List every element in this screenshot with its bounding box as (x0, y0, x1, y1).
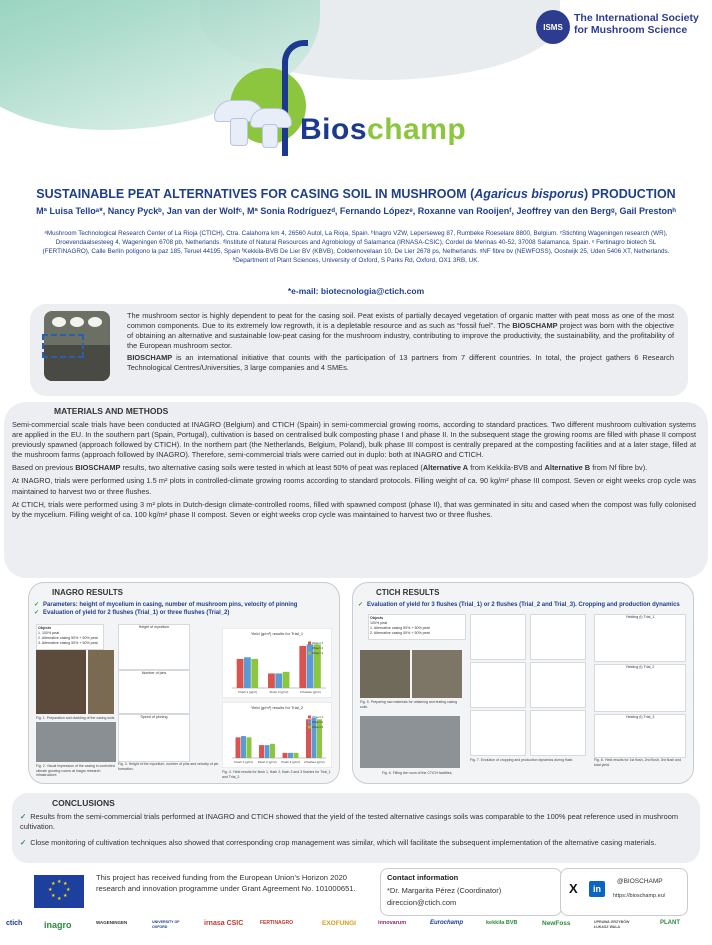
chart-ctich-yield-trial-1: Yielding (t) Trial_1 (594, 614, 686, 662)
ctich-photo-materials (360, 650, 410, 698)
conclusion-item: ✓ Close monitoring of cultivation techniques also showed that corresponding crop management was similar, which will facilitate the subsequent implementation of the alternative casing materials. (20, 838, 657, 847)
contact-box (380, 868, 562, 916)
contact-email[interactable]: direccion@ctich.com (387, 898, 457, 907)
inagro-photo-growing-room (36, 722, 116, 762)
ctich-legend: Objects 100% peat 1. Alternative casing 50% + 50% peat 2. Alternative casing 50% + 50% peat (368, 614, 466, 640)
bar (246, 737, 251, 758)
inagro-heading: INAGRO RESULTS (52, 588, 123, 597)
chart-yield-trial-1 (222, 628, 332, 698)
partner-logo: ctich (6, 920, 23, 927)
partner-logo: EXOFUNGI (322, 920, 356, 927)
bar (293, 753, 298, 758)
social-handle[interactable]: @BIOSCHAMP (617, 878, 663, 885)
ctich-photo-room (360, 716, 460, 768)
partner-logo: kekkila BVB (486, 920, 518, 926)
legend-label: Object 1 (312, 715, 324, 719)
partner-logo: UNIVERSITY OF OXFORD (152, 920, 180, 929)
partner-logo: Eurochamp (430, 920, 464, 926)
legend-swatch (308, 721, 311, 724)
check-icon: ✓ (34, 610, 40, 616)
bar (312, 718, 317, 758)
svg-text:★: ★ (48, 887, 53, 893)
bar (236, 737, 241, 758)
ctich-bullets: ✓ Evaluation of yield for 3 flushes (Trial_1) or 2 flushes (Trial_2 and Trial_3). Cropping and production dynamics (358, 602, 680, 608)
intro-highlight-frame (42, 334, 84, 358)
chart-ctich-dynamics-4 (530, 662, 586, 708)
tick-label: 2 flushes (g/m²) (299, 690, 321, 694)
svg-text:★: ★ (66, 887, 71, 893)
legend-swatch (308, 726, 311, 729)
x-icon[interactable]: X (569, 881, 578, 896)
svg-text:★: ★ (51, 893, 56, 899)
svg-text:★: ★ (63, 881, 68, 887)
inagro-caption-2: Fig. 2. Visual impression of the casing in controlled climate growing rooms at Inagro research infrastructure. (36, 764, 115, 777)
bar (275, 673, 282, 688)
bar (306, 719, 311, 758)
legend-label: Object 1 (312, 641, 324, 645)
ctich-photo-materials-2 (412, 650, 462, 698)
legend-label: Object 3 (312, 725, 324, 729)
chart-speed-pinning: Speed of pinning (118, 714, 190, 762)
eu-flag-icon (34, 875, 84, 908)
chart-ctich-dynamics-3 (470, 662, 526, 708)
mushroom-stem-icon (230, 118, 248, 146)
affiliations: ᵃMushroom Technological Research Center of La Rioja (CTICH), Ctra. Calahorra km 4, 26560 Autol, La Rioja, Spain. ᵇInagro VZW, Leperseweg 87, Rumbeke Roeselare 8800, Belgium. ᶜStichting Wageningen research (WR), Droevendaalsesteeg 4, Wageningen 6708 pb, Netherlands. ᵈInstitute of Natural Resources and Agrobiology of Salamanca (IRNASA-CSIC), Cordel de Merinas 40-52, 37008 Salamanca, Spain. ᵉ Fertinagro biotech SL (FERTINAGRO), Calle Berlín polígono la paz 185, Teruel 44195, Spain ᶠKekkila-BVB De Lier BV (KBVB), Coldenhovelaan 10, De Lier 2678 ps, Netherlands. ᵍNF fibre bv (NEWFOSS), Oostwijk 25, Uden 5406 XT, Netherlands. ʰDepartment of Plant Sciences, University of Oxford, S Parks Rd, Oxford, OX1 3RB, UK. (42, 230, 670, 264)
inagro-photo-casing (36, 650, 86, 714)
bar (299, 646, 306, 688)
inagro-photo-casing-2 (88, 650, 114, 714)
society-name: The International Society for Mushroom Science (574, 12, 699, 36)
bioschamp-wordmark: Bioschamp (300, 113, 467, 146)
partner-logo: NewFoss (542, 920, 571, 927)
chart-ctich-yield-trial-3: Yielding (t) Trial_3 (594, 714, 686, 758)
legend-swatch (308, 716, 311, 719)
linkedin-icon[interactable]: in (589, 881, 605, 897)
legend-label: Object 2 (312, 646, 324, 650)
ctich-caption-4: Fig. 8. Yield results for 1st flush, 2nd flush, 3rd flush and total yield. (594, 758, 681, 767)
chart-ctich-dynamics-1 (470, 614, 526, 660)
bar (265, 745, 270, 758)
legend-swatch (308, 647, 311, 650)
chart-title: Yield (g/m²) results for Trial_1 (250, 631, 304, 636)
legend-label: Object 3 (312, 651, 324, 655)
bar (288, 753, 293, 758)
ctich-caption-3: Fig. 7. Evolution of cropping and production dynamics during flush. (470, 758, 574, 762)
inagro-caption-3: Fig. 3. Height of the mycelium, number of pins and velocity of pin formation. (118, 762, 219, 771)
check-icon: ✓ (20, 812, 27, 821)
partner-logo: FERTINAGRO (260, 920, 294, 926)
methods-text: Semi-commercial scale trials have been conducted at INAGRO (Belgium) and CTICH (Spain) in semi-commercial growing rooms, according to standard practices. Two different mushroom cultivation systems are applied in the EU. In the southern part (Spain, Portugal), cultivation is based on centralised bulk composting phase I and phase II. In the subsequent stage the growing rooms are filled with phase II compost previously spawned (approach followed by CTICH). In the northern part (the Netherlands, Belgium, Poland), bulk phase III compost is centrally prepared at the composting facilities and at a later stage, filled at the mushroom farms (approach followed by INAGRO). Therefore, semi-commercial trials were carried out in duplo: both at INAGRO and CTICH. Based on previous BIOSCHAMP results, two alternative casing soils were tested in which at least 50% of peat was replaced (Alternative A from Kekkila-BVB and Alternative B from Nf fibre bv). At INAGRO, trials were performed using 1.5 m² plots in controlled-climate growing rooms according to standard protocols. Filling weight of ca. 90 kg/m² phase III compost. Seven or eight weeks crop cycle was maintained to harvest two or three flushes. At CTICH, trials were performed using 3 m² plots in Dutch-design climate-controlled rooms, filled with spawned compost (phase II), that was germinated in situ and cased when the compost was fully colonised by the mycelium. Filling weight of ca. 100 kg/m² phase II compost. Seven or eight weeks crop cycle was maintained to harvest two or three flushes. (12, 420, 696, 519)
bar (283, 753, 288, 758)
chart-height-mycelium: Height of mycelium (118, 624, 190, 670)
legend-swatch (308, 652, 311, 655)
partner-logo: WAGENINGEN (96, 920, 128, 925)
chart-yield-trial-2 (222, 702, 332, 768)
check-icon: ✓ (358, 602, 364, 608)
inagro-caption-4: Fig. 4. Yield results for flush 1, flush 2, flush 3 and 3 flushes for Trial_1 and Trial_2. (222, 770, 331, 779)
conclusion-item: ✓ Results from the semi-commercial trials performed at INAGRO and CTICH showed that the yield of the tested alternative casings soils was comparable to the 100% peat reference used in mushroom cultivation. (20, 812, 678, 831)
tick-label: Flush 1 (g/m²) (238, 690, 258, 694)
partner-logo: inagro (44, 920, 72, 930)
svg-text:★: ★ (57, 896, 62, 902)
ctich-heading: CTICH RESULTS (376, 588, 440, 597)
check-icon: ✓ (20, 838, 27, 847)
bar (241, 736, 246, 758)
chart-number-pins: Number of pins (118, 670, 190, 714)
bar (237, 659, 244, 688)
contact-email-line: *e-mail: biotecnologia@ctich.com (287, 286, 425, 296)
tick-label: Flush 3 (g/m²) (281, 760, 301, 764)
authors: Mª Luisa Telloᵃ*, Nancy Pyckᵇ, Jan van der Wolfᶜ, Mª Sonia Rodríguezᵈ, Fernando Lópezᵉ, Roxanne van Rooijenᶠ, Jeoffrey van den Bergᵍ, Gail Prestonʰ (36, 206, 676, 216)
partner-logo: irnasa CSIC (204, 920, 244, 927)
methods-heading: MATERIALS AND METHODS (54, 406, 169, 416)
tick-label: Flush 1 (g/m²) (234, 760, 254, 764)
bar (270, 744, 275, 758)
legend-label: Object 2 (312, 720, 324, 724)
social-box (560, 868, 688, 916)
bar (244, 657, 251, 688)
ctich-caption-2: Fig. 6. Filling the room of the CTICH facilities. (382, 771, 453, 775)
chart-ctich-dynamics-6 (530, 710, 586, 756)
partner-logo: innovarum (378, 920, 407, 926)
contact-name: *Dr. Margarita Pérez (Coordinator) (387, 886, 502, 895)
check-icon: ✓ (34, 602, 40, 608)
conclusions-heading: CONCLUSIONS (52, 798, 115, 808)
chart-ctich-dynamics-5 (470, 710, 526, 756)
partner-logo: PLANT (660, 920, 680, 926)
poster-title: SUSTAINABLE PEAT ALTERNATIVES FOR CASING SOIL IN MUSHROOM (Agaricus bisporus) PRODUCTION (36, 187, 676, 201)
mushroom-stem-icon (262, 124, 278, 148)
isms-logo: ISMS (536, 10, 570, 44)
intro-text: The mushroom sector is highly dependent to peat for the casing soil. Peat exists of partially decayed vegetation of organic matter with peat moss as one of the most common components. Due to its extremely low regrowth, it is a depletable resource and as such as “fossil fuel”. The BIOSCHAMP project was born with the objective of obtaining an alternative and sustainable low-peat casing for the mushroom industry, contributing to improve the productivity, the sustainability, and the profitability of the European mushroom sector. BIOSCHAMP is an international initiative that counts with the participation of 13 partners from 7 different countries. In total, the project gathers 6 Research Technological Centres/Universities, 3 large companies and 4 SMEs. (127, 311, 674, 373)
svg-text:★: ★ (63, 893, 68, 899)
inagro-caption-1: Fig. 1. Preparation and cladding of the casing soils (36, 716, 115, 720)
bar (259, 745, 264, 758)
bar (251, 659, 258, 688)
chart-ctich-dynamics-2 (530, 614, 586, 660)
website-link[interactable]: https://bioschamp.eu/ (613, 893, 666, 899)
inagro-legend: Objects 1. 100% peat 2. Alternative casing 50% + 50% peat 3. Alternative casing 50% + 50% peat (36, 624, 104, 650)
inagro-bullets: ✓ Parameters: height of mycelium in casing, number of mushroom pins, velocity of pinning ✓ Evaluation of yield for 2 flushes (Trial_1) or three flushes (Trial_2) (34, 602, 298, 616)
funding-statement: This project has received funding from the European Union’s Horizon 2020 research and innovation programme under Grant Agreement No. 101000651. (96, 873, 356, 893)
contact-heading: Contact information (387, 873, 459, 882)
ctich-caption-1: Fig. 5. Preparing raw materials for obtaining and testing casing soils. (360, 700, 458, 709)
bar (283, 672, 290, 688)
legend-swatch (308, 642, 311, 645)
partner-logo: UPRAWA GRZYBÓW ŁUKASZ WALA (594, 920, 630, 929)
chart-ctich-yield-trial-2: Yielding (t) Trial_2 (594, 664, 686, 712)
tick-label: Flush 2 (g/m²) (257, 760, 277, 764)
tick-label: 3 flushes (g/m²) (303, 760, 325, 764)
tick-label: Flush 2 (g/m²) (269, 690, 289, 694)
chart-title: Yield (g/m²) results for Trial_2 (250, 705, 304, 710)
svg-text:★: ★ (57, 879, 62, 885)
svg-text:★: ★ (51, 881, 56, 887)
bar (268, 673, 275, 688)
